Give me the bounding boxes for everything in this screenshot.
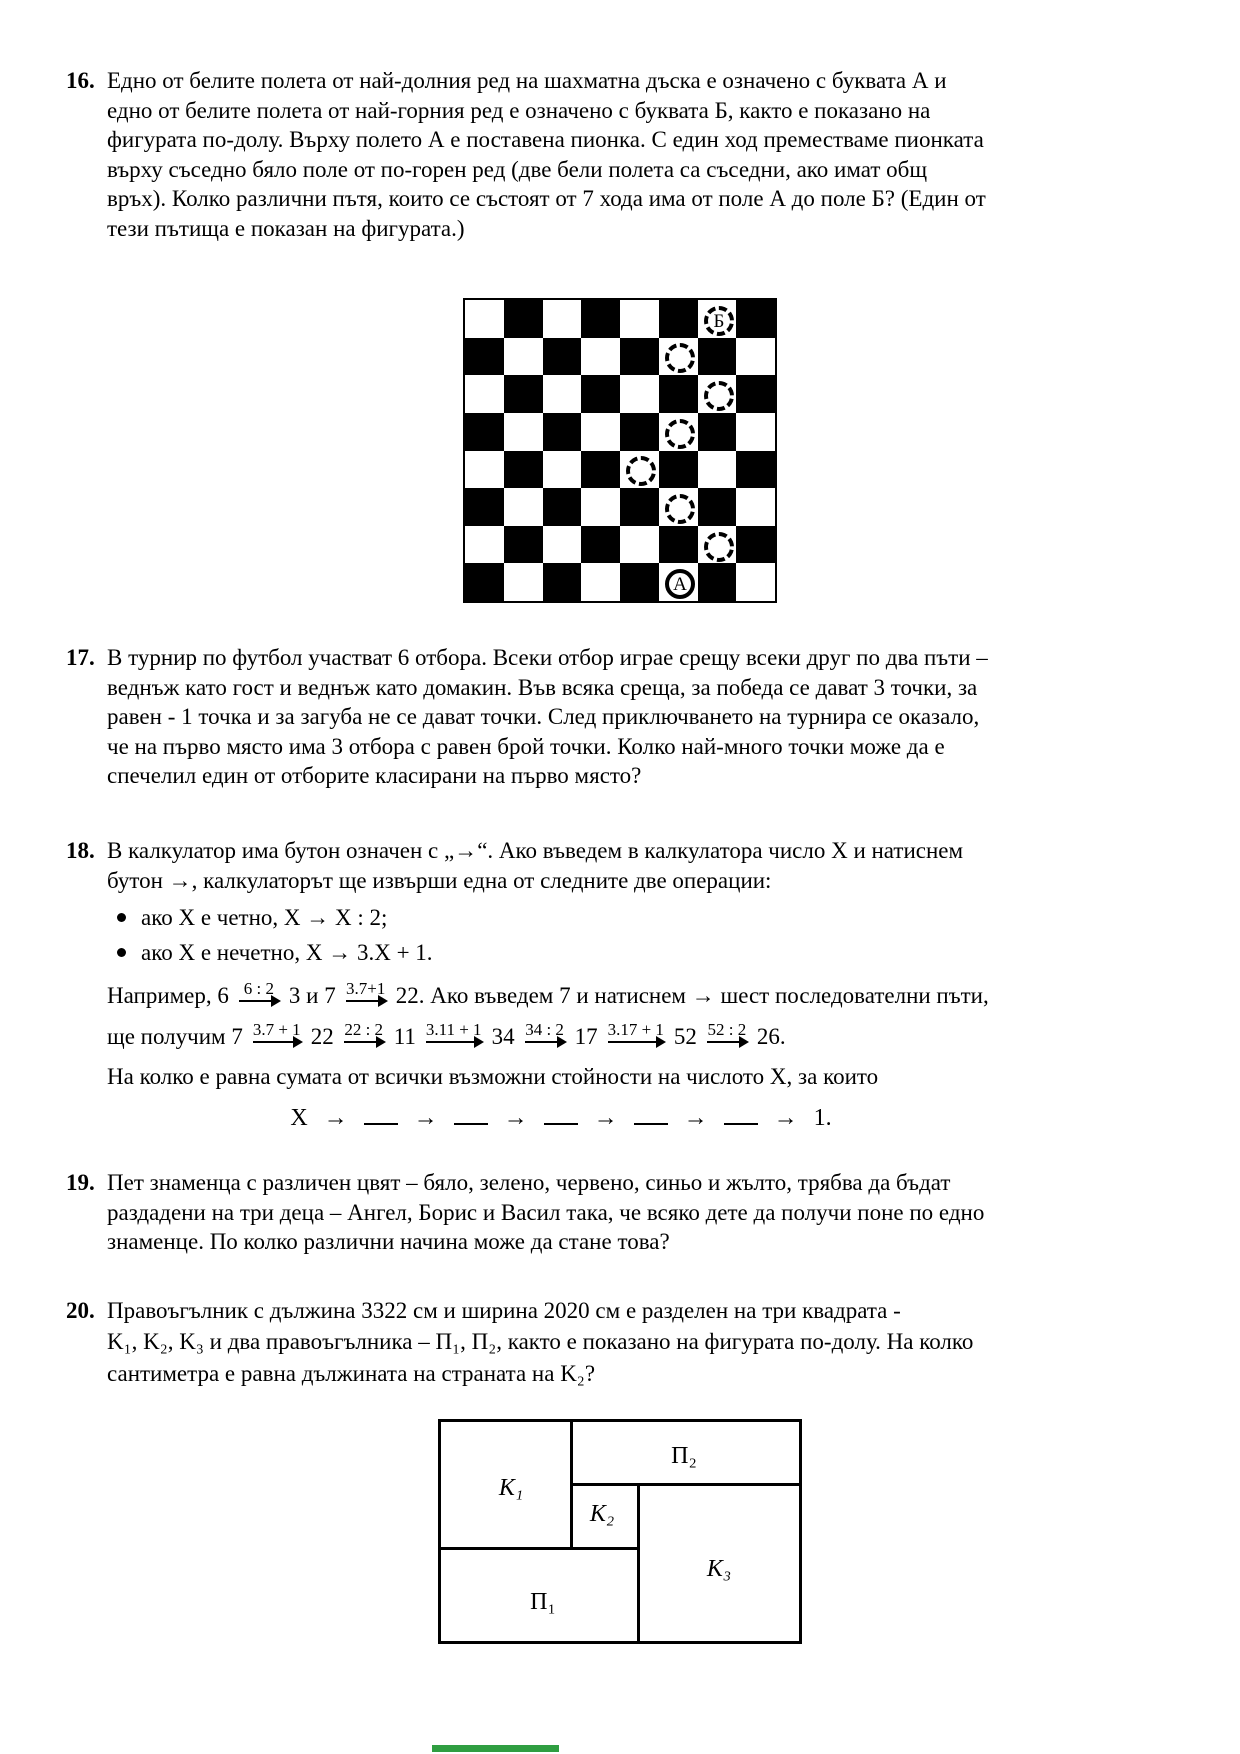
divider-line (570, 1483, 799, 1486)
path-circle (665, 494, 695, 524)
right-arrow-icon: → (413, 1104, 438, 1131)
text-line: Едно от белите полета от най-долния ред на шахматна дъска е означено с буквата А и (107, 68, 947, 93)
bullet-text: ако X е четно, X → X : 2; (141, 905, 388, 930)
right-arrow-icon (344, 1041, 384, 1043)
text-line: бутон →, калкулаторът ще извърши една от следните две операции: (107, 867, 772, 893)
labeled-arrow (344, 980, 388, 1011)
right-arrow-icon (239, 1000, 279, 1002)
text-line: фигурата по-долу. Върху полето А е поставена пионка. С един ход преместваме пионката (107, 127, 984, 152)
right-arrow-icon: → (593, 1104, 618, 1131)
operation-bullets (117, 900, 1135, 970)
problem-number: 16. (66, 68, 95, 93)
arrow-operation-label: 3.7 + 1 (252, 1020, 301, 1039)
arrow-operation-label: 3.7+1 (346, 979, 386, 998)
arrow-operation-label: 34 : 2 (525, 1020, 564, 1039)
labeled-arrow (705, 1021, 749, 1052)
problem-19 (0, 1168, 1240, 1257)
path-circle (665, 343, 695, 373)
problem-20 (0, 1296, 1240, 1390)
chain-text: 3 и 7 (288, 983, 336, 1008)
bullet-icon (117, 948, 126, 957)
text-line: K₁, K₂, K₃ и два правоъгълника – П₁, П₂, както е показано на фигурата по-долу. На колко (107, 1328, 974, 1354)
divider-line (441, 1547, 640, 1550)
right-arrow-icon: → (773, 1104, 798, 1131)
chain-text: 17 (574, 1024, 598, 1049)
divider-line (637, 1483, 640, 1641)
text-line: равен - 1 точка и за загуба не се дават точки. След приключването на турнира се оказало, (107, 704, 980, 729)
problem-number: 19. (66, 1170, 95, 1195)
text-line: сантиметра е равна дължината на страната на K₂? (107, 1360, 596, 1386)
text-line: едно от белите полета от най-горния ред е означено с буквата Б, както е показано на (107, 97, 931, 123)
bullet-item (117, 935, 1135, 970)
formula-x: X (290, 1104, 308, 1131)
arrow-operation-label: 3.11 + 1 (425, 1020, 482, 1039)
divider-line (570, 1422, 573, 1550)
main-chain (107, 1021, 1135, 1052)
chain-text: 22 (310, 1024, 334, 1049)
labeled-arrow (424, 1021, 484, 1052)
problem-17 (0, 643, 1240, 791)
chain-text: 11 (393, 1024, 416, 1049)
right-arrow-icon (253, 1041, 301, 1043)
problem-18 (0, 836, 1240, 1133)
answer-blank (724, 1101, 758, 1125)
labeled-arrow (237, 980, 281, 1011)
answer-blank (364, 1101, 398, 1125)
example-chain (107, 980, 1135, 1011)
chain-text: 52 (673, 1024, 697, 1049)
right-arrow-icon (608, 1041, 664, 1043)
problem-number: 18. (66, 838, 95, 863)
text-line: че на първо място има 3 отбора с равен брой точки. Колко най-много точки може да е (107, 733, 945, 759)
target-circle-B: Б (704, 306, 734, 336)
arrow-operation-label: 22 : 2 (344, 1020, 384, 1039)
answer-blank (634, 1101, 668, 1125)
labeled-arrow (251, 1021, 303, 1052)
arrow-operation-label: 6 : 2 (243, 979, 275, 998)
chain-text: 34 (491, 1024, 515, 1049)
path-circle (626, 456, 656, 486)
labeled-arrow (606, 1021, 666, 1052)
right-arrow-icon (346, 1000, 386, 1002)
formula-one: 1. (813, 1104, 832, 1131)
x-to-one-formula (107, 1101, 1015, 1134)
text-line: В калкулатор има бутон означен с „→“. Ако въведем в калкулатора число X и натиснем (107, 838, 964, 863)
bullet-text: ако X е нечетно, X → 3.X + 1. (141, 940, 433, 965)
text-line: Пет знаменца с различен цвят – бяло, зелено, червено, синьо и жълто, трябва да бъдат (107, 1170, 951, 1195)
label-K1: K₁ (498, 1475, 524, 1501)
path-circle (704, 381, 734, 411)
text-line: В турнир по футбол участват 6 отбора. Всеки отбор играе срещу всеки друг по два пъти – (107, 645, 988, 670)
problem-number: 20. (66, 1298, 95, 1323)
right-arrow-icon (707, 1041, 747, 1043)
right-arrow-icon: → (683, 1104, 708, 1131)
sum-question: На колко е равна сумата от всички възможни стойности на числото X, за които (107, 1064, 879, 1089)
label-K2: K₂ (589, 1501, 615, 1527)
text-line: тези пътища е показан на фигурата.) (107, 215, 465, 241)
text-line: знаменце. По колко различни начина може да стане това? (107, 1229, 670, 1254)
bullet-icon (117, 913, 126, 922)
text-line: върху съседно бяло поле от по-горен ред (две бели полета са съседни, ако имат общ (107, 156, 928, 182)
labeled-arrow (342, 1021, 386, 1052)
text-line: връх). Колко различни пътя, които се състоят от 7 хода има от поле А до поле Б? (Един от (107, 186, 986, 211)
text-line: веднъж като гост и веднъж като домакин. Във всяка среща, за победа се дават 3 точки, за (107, 674, 978, 700)
problem-16 (0, 66, 1240, 243)
labeled-arrow (523, 1021, 567, 1052)
rectangle-division-figure (438, 1419, 802, 1644)
answer-blank (544, 1101, 578, 1125)
arrow-operation-label: 52 : 2 (707, 1020, 747, 1039)
path-circle (665, 419, 695, 449)
scan-artifact-green-bar (432, 1745, 559, 1752)
text-line: Правоъгълник с дължина 3322 см и ширина 2020 см е разделен на три квадрата - (107, 1298, 901, 1323)
chessboard (463, 298, 777, 603)
arrow-operation-label: 3.17 + 1 (607, 1020, 664, 1039)
label-K3: K₃ (706, 1556, 732, 1582)
chain-text: 22. Ако въведем 7 и натиснем → шест последователни пъти, (395, 983, 989, 1008)
bullet-item (117, 900, 1135, 935)
text-line: раздадени на три деца – Ангел, Борис и Васил така, че всяко дете да получи поне по едно (107, 1199, 985, 1225)
problem-number: 17. (66, 645, 95, 670)
right-arrow-icon: → (323, 1104, 348, 1131)
answer-blank (454, 1101, 488, 1125)
right-arrow-icon (426, 1041, 482, 1043)
right-arrow-icon (525, 1041, 565, 1043)
chain-text: Например, 6 (107, 983, 229, 1008)
chain-text: 26. (756, 1024, 786, 1049)
label-P1: П₁ (530, 1589, 556, 1615)
pawn-start-circle-A: А (665, 569, 695, 599)
path-circle (704, 532, 734, 562)
chain-text: ще получим 7 (107, 1024, 243, 1049)
right-arrow-icon: → (503, 1104, 528, 1131)
text-line: спечелил един от отборите класирани на първо място? (107, 763, 642, 788)
label-P2: П₂ (671, 1443, 697, 1469)
